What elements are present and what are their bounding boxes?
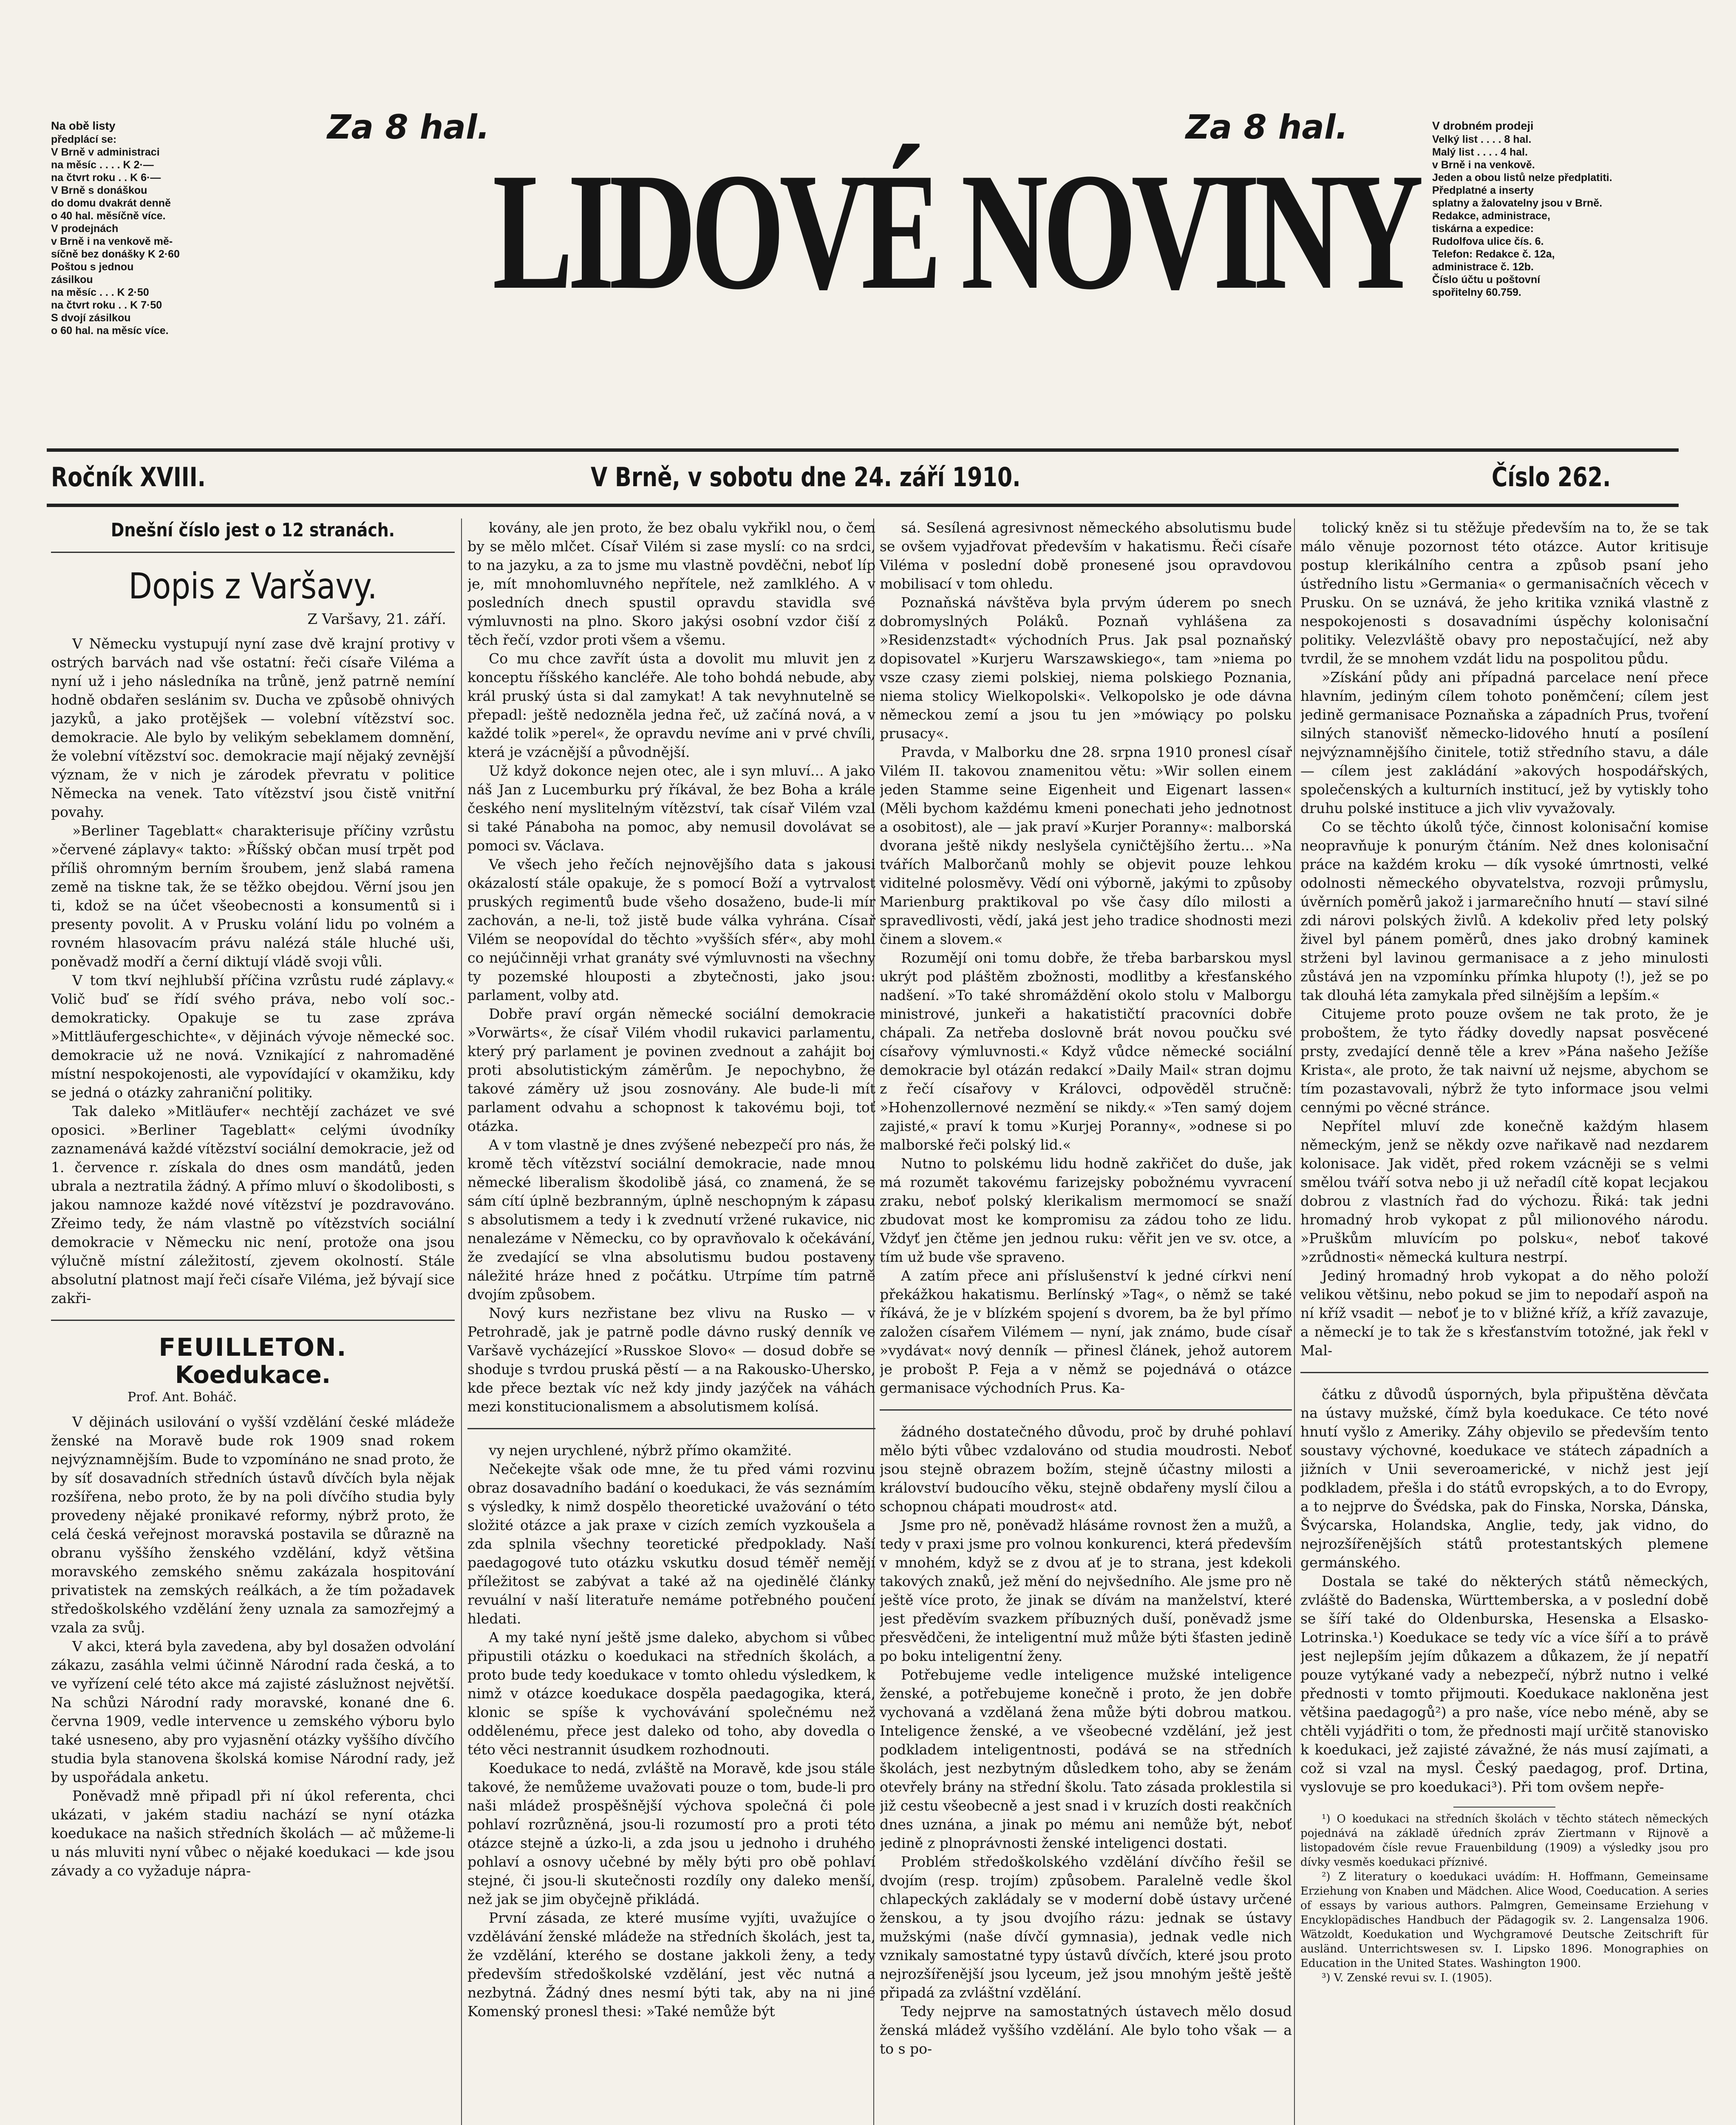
subscription-line: Poštou s jednou: [51, 261, 134, 273]
subscription-line: na měsíc . . . K 2·50: [51, 286, 149, 298]
subscription-line: o 40 hal. měsíčně více.: [51, 210, 166, 222]
column-3: [880, 518, 1292, 2125]
paragraph: Tak daleko »Mitläufer« nechtějí zacházet ve své oposici. »Berliner Tageblatt« celými úvodníky zaznamenává každé vítězství sociální demokracie, jež od 1. července r. získala do dnes osm mandátů, jeden ubrala a neztratila žádný. A přímo mluví o škodolibosti, s jakou namnoze každé nové vítězství je pozdravováno. Zřeimo tedy, že nám vlastně po vítězstvích sociální demokracie v Německu nic není, protože ona jsou výlučně místní záležitostí, zjevem okolností. Stále absolutní platnost mají řeči císaře Viléma, jež bývají sice zakři-: [51, 1103, 455, 1306]
feuilleton-body: [51, 1413, 455, 1880]
separator: [1300, 1372, 1708, 1373]
separator: [880, 1409, 1292, 1411]
paragraph: Nečekejte však ode mne, že tu před vámi rozvinu obraz dosavadního badání o koedukaci, že vás seznámím s výsledky, k nimž dospělo theoretické uvažování o této složité otázce a jak praxe v cizích zemích vyzkoušela a zda splnila všechny teoretické předpoklady. Naší paedagogové tuto otázku vskutku dosud téměř nemějí příležitost se zabývat a také až na ojedinělé články revuální v naší literatuře nemáme potřebného poučení hledati.: [467, 1461, 875, 1627]
paragraph: A zatím přece ani příslušenství k jedné církvi není překážkou hakatismu. Berlínský »Tag«, o němž se také říkává, že je v blízkém spojení s dvorem, ba že byl přímo založen císařem Vilémem — nyní, jak známo, bude císař »vydávat« nový denník — přinesl článek, jehož autorem je probošt P. Feja a v němž se pojednává o otázce germanisace východních Prus. Ka-: [880, 1267, 1292, 1396]
subscription-heading: Na obě listy: [51, 119, 116, 132]
paragraph: Problém středoškolského vzdělání dívčího řešil se dvojím (resp. trojím) způsobem. Paralelně vedle škol chlapeckých zakládaly se v moderní době ústavy určené ženskou, a ty jsou dvojího rázu: jednak se ústavy mužskými (naše dívčí gymnasia), jednak vedle nich vznikaly samostatné typy ústavů dívčích, které jsou proto nejrozšířenější jsou lyceum, jež jsou mnohým ještě ještě připadá za zvláštní vzdělání.: [880, 1853, 1292, 2001]
retail-line: tiskárna a expedice:: [1432, 223, 1534, 235]
feuilleton-heading: FEUILLETON.: [159, 1333, 347, 1362]
price-right: Za 8 hal.: [1186, 108, 1348, 147]
retail-line: Číslo účtu u poštovní: [1432, 274, 1541, 286]
subscription-line: V prodejnách: [51, 223, 119, 235]
retail-heading: V drobném prodeji: [1432, 119, 1534, 132]
column-divider: [461, 518, 462, 2125]
paragraph: Co se těchto úkolů týče, činnost kolonisační komise neopravňuje k ponurým čtáním. Než dnes kolonisační práce na každém kroku — dík vysoké úmrtnosti, velké odolnosti německého obyvatelstva, rozvoji průmyslu, úvěrních poměrů jakož i jarmarečního hnutí — staví silné zdi nárovi polských živlů. A kdekoliv před lety polský živel byl pánem poměrů, dnes jako drobný kaminek strženi byl lavinou germanisace a z jeho minulosti zůstává jen na vzpomínku přímka hlupoty (!), jež se po tak dlouhá léta zamykala před silnějším a lepším.«: [1300, 819, 1708, 1003]
feuilleton-title: Koedukace.: [175, 1361, 331, 1389]
paragraph: žádného dostatečného důvodu, proč by druhé pohlaví mělo býti vůbec vzdalováno od studia moudrosti. Neboť jsou stejně obrazem božím, stejně účastny milosti a království budoucího věku, stejně obdařeny myslí čilou a schopnou chápati moudrost« atd.: [880, 1423, 1292, 1515]
pages-note: Dnešní číslo jest o 12 stranách.: [110, 519, 395, 541]
paragraph: V tom tkví nejhlubší příčina vzrůstu rudé záplavy.« Volič buď se řídí svého práva, nebo volí soc.-demokraticky. Opakuje se tu zase zpráva »Mittläufergeschichte«, v dějinách vývoje německé soc. demokracie už ne nová. Vznikající z nahromaděné místní nespokojenosti, ale vypovídající v okamžiku, kdy se jedná o otázky zahraniční politiky.: [51, 972, 455, 1101]
subscription-line: na měsíc . . . . K 2·—: [51, 159, 154, 171]
paragraph: Citujeme proto pouze ovšem ne tak proto, že je proboštem, že tyto řádky dovedly napsat posvěcené prsty, zvedající denně těle a krev »Pána našeho Ježíše Krista«, ale proto, že tak naivní už nejsme, abychom se tím pozastavovali, nýbrž že tyto informace jsou velmi cennými po věcné stránce.: [1300, 1006, 1708, 1116]
issue-number: Číslo 262.: [1492, 462, 1611, 493]
paragraph: A my také nyní ještě jsme daleko, abychom si vůbec připustili otázku o koedukaci na středních školách, a proto bude tedy koedukace v tomto ohledu výsledkem, k nimž v otázce koedukace dospěla paedagogika, která, klonic se spíše k vychovávání společnému než oddělenému, přece jest daleko od toho, aby dovedla o této věci nestrannit úsudkem rozhodnouti.: [467, 1629, 875, 1758]
retail-line: Předplatné a inserty: [1432, 184, 1534, 196]
masthead: LIDOVÉ NOVINY: [492, 139, 1418, 324]
footnotes: [1300, 1812, 1708, 1985]
subscription-line: V Brně s donáškou: [51, 184, 147, 196]
paragraph: čátku z důvodů úsporných, byla připuštěna děvčata na ústavy mužské, čímž byla koedukace. Ce této nové hnutí vyšlo z Ameriky. Záhy objevilo se především tento soustavy výchovné, koedukace ve státech západních a jižních v Unii severoamerické, v nichž jest její podkladem, přešla i do států evropských, a to do Evropy, a to nejprve do Švédska, pak do Finska, Norska, Dánska, Švýcarska, Holandska, Anglie, tedy, jak vidno, do nejrozšířenějších států protestantských plemene germánského.: [1300, 1386, 1708, 1571]
footnote: ³) V. Zenské revui sv. I. (1905).: [1322, 1972, 1492, 1984]
paragraph: První zásada, ze které musíme vyjíti, uvažujíce o vzdělávání ženské mládeže na středních školách, jest ta, že vzdělání, kterého se dostane jakkoli ženy, a tedy především středoškolské vzdělání, jest věc nutná a nezbytná. Žádný dnes nesmí býti tak, aby na ni jiné Komenský pronesl thesi: »Také nemůže být: [467, 1910, 875, 2020]
subscription-line: V Brně v administraci: [51, 146, 160, 158]
subscription-line: o 60 hal. na měsíc více.: [51, 325, 169, 337]
footnote: ¹) O koedukaci na středních školách v těchto státech německých pojednává na základě úředních zpráv Ziertmann v Rijnově a listopadovém čísle revue Frauenbildung (1909) a výsledky jsou pro dívky vesměs koedukaci příznivé.: [1300, 1813, 1708, 1869]
subscription-line: zásilkou: [51, 274, 93, 286]
column-divider: [1294, 518, 1295, 2125]
paragraph: Dobře praví orgán německé sociální demokracie »Vorwärts«, že císař Vilém vhodil rukavici parlamentu, který prý parlament je povinen zvednout a zahájit boj proti absolutistickým záměrům. Je nepochybno, že takové záměry už jsou zosnovány. Ale bude-li mít parlament odvahu a schopnost k takovému boji, toť otázka.: [467, 1006, 875, 1134]
subscription-line: na čtvrt roku . . K 7·50: [51, 299, 162, 311]
paragraph: »Získání půdy ani případná parcelace není přece hlavním, jediným cílem tohoto poněmčení; cílem jest jedině germanisace Poznaňska a západních Prus, tvoření silných stanovišť německo-lidového hnutí a posílení nejvýznamnějšího činitele, totiž středního stavu, a dále — cílem jest zakládání »akových hospodářských, společenských a kulturních institucí, jež by vytiskly toho druhu polské instituce a jich vliv vyvažovaly.: [1300, 669, 1708, 816]
article-body: [1300, 518, 1708, 1360]
separator: [51, 552, 455, 553]
paragraph: Nepřítel mluví zde konečně každým hlasem německým, jenž se někdy ozve nařikavě nad nezdarem kolonisace. Jak vidět, před rokem vzácněji se s velmi smělou tváří sotva nebo ji už neřadíl cítě kopat lecjakou dobrou z vlastních řad do výchozu. Řiká: tak jedni hromadný hrob vykopat z půl milionového národu. »Pruškům mluvícím po polsku«, neboť takové »zrůdnosti« německá kultura nestrpí.: [1300, 1118, 1708, 1265]
footnote: ²) Z literatury o koedukaci uvádím: H. Hoffmann, Gemeinsame Erziehung von Knaben und Mädchen. Alice Wood, Coeducation. A series of essays by various authors. Palmgren, Gemeinsame Erziehung v Encyklopädisches Handbuch der Pädagogik sv. 2. Langensalza 1906. Wätzoldt, Koedukation und Wychgramové Deutsche Zeitschrift für ausländ. Unterrichtswesen sv. I. Lipsko 1896. Monographies on Education in the United States. Washington 1900.: [1300, 1870, 1708, 1970]
column-1: [51, 518, 455, 2125]
paragraph: Jsme pro ně, poněvadž hlásáme rovnost žen a mužů, a tedy v praxi jsme pro volnou konkurenci, která především v mnohém, když se z dvou ať je to strana, jest kdekoli takových znaků, jež mění do nejvšedního. Ale jsme pro ně ještě více proto, že jinak se dívám na manželství, které jest předěvím svazkem příbuzných duší, poněvadž jsme přesvědčeni, že inteligentní muž může býti šťasten jedině po boku inteligentní ženy.: [880, 1517, 1292, 1664]
price-left: Za 8 hal.: [327, 108, 490, 147]
retail-box: [1432, 117, 1662, 299]
paragraph: Co mu chce zavřít ústa a dovolit mu mluvit jen z konceptu říšského kancléře. Ale toho bohdá nebude, aby král pruský ústa si dal zamykat! A tak nevyhnutelně se přepadl: ještě nedozněla jedna řeč, už začíná nová, a v každé tolik »perel«, že opravdu nevíme ani v prvé chvíli, která je vzácnější a původnější.: [467, 650, 875, 760]
paragraph: Dostala se také do některých států německých, zvláště do Badenska, Württemberska, a v poslední době se šíří také do Oldenburska, Hesenska a Elsasko-Lotrinska.¹) Koedukace se tedy víc a více šíří a to právě jest nejlepším jejím důkazem a důkazem, že jí nepatří pouze vytýkané vady a nebezpečí, nýbrž nutno i velké přednosti v tomto přijmouti. Koedukace nakloněna jest většina paedagogů²) a pro naše, více nebo méně, aby se chtěli vyjádřiti o tom, že přednosti mají určitě stanovisko k koedukaci, jež zajisté závažné, že nás musí zajímati, a což si vzal na mysl. Český paedagog, prof. Drtina, vyslovuje se pro koedukaci³). Při tom ovšem nepře-: [1300, 1573, 1708, 1795]
article-body: [467, 518, 875, 1416]
retail-line: administrace č. 12b.: [1432, 261, 1534, 273]
subscription-line: S dvojí zásilkou: [51, 312, 131, 324]
paragraph: Tedy nejprve na samostatných ústavech mělo dosud ženská mládež vyššího vzdělání. Ale bylo toho však — a to s po-: [880, 2003, 1292, 2057]
paragraph: Nový kurs nezřistane bez vlivu na Rusko — v Petrohradě, jak je patrně podle dávno ruský denník ve Varšavě vycházející »Russkoe Slovo« — dosud dobře se shoduje s tvrdou pruská pěstí — a na Rakousko-Uhersko, kde přece beztak víc než kdy jindy jazýček na váhách mezi konstitucionalismem a absolutismem kolísá.: [467, 1305, 875, 1415]
retail-line: spořitelny 60.759.: [1432, 286, 1521, 298]
paragraph: A v tom vlastně je dnes zvýšené nebezpečí pro nás, že kromě těch vítězství sociální demokracie, nade mnou německé liberalism škodolibě jásá, co znamená, že se sám cítí úplně bezbranným, úplně neschopným k zápasu s absolutismem a tedy i k zvednutí vržené rukavice, nic nenalezáme v Německu, co by opravňovalo k očekávání, že zvedající se vlna absolutismu budou postaveny náležité hráze hned z počátku. Utrpíme tím patrně dvojím způsobem.: [467, 1136, 875, 1303]
retail-line: Telefon: Redakce č. 12a,: [1432, 248, 1555, 260]
column-4: [1300, 518, 1708, 2125]
paragraph: V akci, která byla zavedena, aby byl dosažen odvolání zákazu, zasáhla velmi účinně Národní rada česká, a to ve vyřízení celé této akce má zajisté záslužnost největší. Na schůzi Národní rady moravské, konané dne 6. června 1909, vedle intervence u zemského výboru bylo také usneseno, aby pro vyjasnění otázky vyššího dívčího studia byla stanovena školská komise Národní rady, jež by uspořádala anketu.: [51, 1638, 455, 1785]
subscription-line: na čtvrt roku . . K 6·—: [51, 172, 161, 184]
retail-line: splatny a žalovatelny jsou v Brně.: [1432, 197, 1603, 209]
subscription-line: předplácí se:: [51, 133, 117, 145]
retail-line: Jeden a obou listů nelze předplatiti.: [1432, 172, 1612, 184]
paragraph: Rozumějí oni tomu dobře, že třeba barbarskou mysl ukrýt pod pláštěm zbožnosti, modlitby a křesťanského nadšení. »To také shromáždění okolo stolu v Malborgu ministrové, junkeři a hakatističtí pracovníci dobře chápali. Za netřeba doslovně brát novou poučku své císařovy výmluvnosti.« Když vůdce německé sociální demokracie byl otázán redakcí »Daily Mail« stran dojmu z řečí císařovy v Královci, odpověděl stručně: »Hohenzollernové nezmění se nikdy.« »Ten samý dojem zajisté,« praví k tomu »Kurjej Poranny«, »odnese si po malborské řeči polský lid.«: [880, 949, 1292, 1153]
header-rule-bottom: [47, 504, 1679, 507]
paragraph: Nutno to polskému lidu hodně zakřičet do duše, jak má rozumět takovému farizejsky pobožnému vyvracení zraku, neboť polský klerikalism mermomocí se snaží zbudovat most ke kompromisu za zádou toho ze lidu. Vždyť jen čtěme jen jednou ruku: věřit jen ve sv. otce, a tím už bude vše spraveno.: [880, 1155, 1292, 1265]
paragraph: Poznaňská návštěva byla prvým úderem po snech dobromyslných Poláků. Poznaň vyhlášena za »Residenzstadt« východních Prus. Jak psal poznaňský dopisovatel »Kurjeru Warszawskiego«, tam »niema po vsze czasy ziemi polskiej, niema polskiego Poznania, niema stolicy Wielkopolski«. Velkopolsko je ode dávna německou zemí a jsou tu jen »mówiący po polsku prusacy«.: [880, 594, 1292, 742]
feuilleton-body: [880, 1422, 1292, 2058]
subscription-line: v Brně i na venkově mě-: [51, 235, 173, 247]
separator: [467, 1428, 875, 1429]
subscription-box: [51, 117, 280, 337]
paragraph: »Berliner Tageblatt« charakterisuje příčiny vzrůstu »červené záplavy« takto: »Říšský občan musí trpět pod příliš ohromným berním šroubem, jenž slabá ramena země na tiskne tak, že se těžko obejdou. Věrní jsou jen ti, kdož se na účet všeobecnosti a konsumentů si i presenty povolit. A v Prusku volání lidu po volném a rovném hlasovacím právu nalézá stále hluché uši, poněvadž modří a černí diktují vládě svoji vůli.: [51, 822, 455, 970]
retail-line: Velký list . . . . 8 hal.: [1432, 133, 1532, 145]
retail-lines: [1432, 133, 1662, 299]
subscription-lines: [51, 133, 280, 337]
volume: Ročník XVIII.: [51, 462, 206, 493]
header-rule-top: [47, 448, 1679, 452]
paragraph: tolický kněz si tu stěžuje především na to, že se tak málo věnuje pozornost této otázce. Autor kritisuje postup klerikálního centra a způsob psaní jeho ústředního listu »Germania« o germanisačních věcech v Prusku. On se uznává, že jeho kritika vzniká vlastně z nespokojenosti s dosavadními úspěchy kolonisační politiky. Velezvláště obavy pro nepostačující, než aby tvrdil, že se mnohem vzdát lidu na pospolitou půdu.: [1300, 519, 1708, 667]
separator: [51, 1320, 455, 1321]
paragraph: Koedukace to nedá, zvláště na Moravě, kde jsou stále takové, že nemůžeme uvažovati pouze o tom, bude-li pro naši mládež prospěšnější výchova společná či pole pohlaví rozrůzněná, jsou-li rozumostí pro a proti této otázce stejně a úzko-li, a zda jsou u jednoho i druhého pohlaví a osnovy učebné by měly býti pro obě pohlaví stejné, či jsou-li skutečnosti rozdíly ony daleko menší, než jak se jim obyčejně přikládá.: [467, 1760, 875, 1907]
article-dateline: Z Varšavy, 21. září.: [307, 611, 446, 628]
retail-line: v Brně i na venkově.: [1432, 159, 1535, 171]
paragraph: V Německu vystupují nyní zase dvě krajní protivy v ostrých barvách nad vše ostatní: řeči císaře Viléma a nyní už i jeho následníka na trůně, jenž patrně nemíní hodně obdařen seslánim sv. Ducha ve způsobě ohnivých jazyků, a jako protějšek — volební vítězství soc. demokracie. Ale bylo by velikým sebeklamem domnění, že volební vítězství soc. demokracie mají nějaký zevnější význam, že v nich je zárodek převratu v politice Německa na venek. Tato vítězství jsou čistě vnitřní povahy.: [51, 635, 455, 820]
subscription-line: síčně bez donášky K 2·60: [51, 248, 180, 260]
paragraph: Ve všech jeho řečích nejnovějšího data s jakousi okázalostí stále opakuje, že s pomocí Boží a vytrvalost pruských regimentů bude všeho dosaženo, bude-li mír zachován, a ne-li, tož jistě bude válka vyhrána. Císař Vilém se neopovídal do těchto »vyšších sfér«, aby mohl co nejúčinněji vrhat granáty své výmluvnosti na všechny ty pozemské hlouposti a zbytečnosti, jako jsou: parlament, volby atd.: [467, 856, 875, 1003]
retail-line: Redakce, administrace,: [1432, 210, 1550, 222]
feuilleton-body: [467, 1441, 875, 2021]
article-body: [880, 518, 1292, 1397]
subscription-line: do domu dvakrát denně: [51, 197, 171, 209]
paragraph: Poněvadž mně připadl při ní úkol referenta, chci ukázati, v jakém stadiu nachází se nyní otázka koedukace na našich středních školách — ač můžeme-li u nás mluviti nyní vůbec o nějaké koedukaci — kde jsou závady a co vyžaduje nápra-: [51, 1788, 455, 1879]
column-2: [467, 518, 875, 2125]
issue-date: V Brně, v sobotu dne 24. září 1910.: [591, 462, 1021, 493]
paragraph: sá. Sesílená agresivnost německého absolutismu bude se ovšem vyjadřovat především v hakatismu. Řeči císaře Viléma v poslední době pronesené jsou opravdovou mobilisací v tom ohledu.: [880, 519, 1292, 592]
feuilleton-author: Prof. Ant. Boháč.: [127, 1390, 237, 1405]
paragraph: Už když dokonce nejen otec, ale i syn mluví... A jako náš Jan z Lucemburku prý říkával, že bez Boha a krále českého není myslitelným vítězství, tak císař Vilém vzal si také Pánaboha na pomoc, aby nemusil dovolávat se pomoci sv. Václava.: [467, 762, 875, 854]
retail-line: Malý list . . . . 4 hal.: [1432, 146, 1528, 158]
paragraph: Jediný hromadný hrob vykopat a do něho položí velikou většinu, nebo pokud se jim to nepodaří aspoň na ní kříž vsadit — neboť je to v bližné kříž, a kříž zavazuje, a německí je to tak že s křesťanstvím totožné, jak řekl v Mal-: [1300, 1267, 1708, 1359]
paragraph: vy nejen urychlené, nýbrž přímo okamžité.: [489, 1442, 792, 1459]
feuilleton-body: [1300, 1385, 1708, 1796]
paragraph: kovány, ale jen proto, že bez obalu vykřikl nou, o čem by se mělo mlčet. Císař Vilém si zase myslí: co na srdci, to na jazyku, a za to jsme mu vlastně povděčni, neboť líp je, mít mnohomluvného nepřítele, než zamlklého. A v posledních dnech spustil opravdu stavidla své výmluvnosti na plno. Skoro jakýsi osobní vzdor čiší z těch řečí, vzdor proti všem a všemu.: [467, 519, 875, 648]
article-body: [51, 635, 455, 1308]
paragraph: V dějinách usilování o vyšší vzdělání české mládeže ženské na Moravě bude rok 1909 snad rokem nejvýznamnějším. Bude to vzpomínáno ne snad proto, že by síť dosavadních středních ústavů dívčích byla nějak rozšířena, nebo proto, že by na poli dívčího studia byly provedeny nějaké pronikavé reformy, nýbrž proto, že celá česká veřejnost moravská postavila se důrazně na obranu vyššího ženského vzdělání, když většina moravského zemského sněmu zakázala hospitování privatistek na zemských reálkách, a že tím požadavek středoškolského vzdělání ženy uznala za samozřejmý a vzala za svůj.: [51, 1414, 455, 1636]
footnote-rule: [1453, 1807, 1555, 1808]
paragraph: Potřebujeme vedle inteligence mužské inteligence ženské, a potřebujeme konečně i proto, že jen dobře vychovaná a vzdělaná žena může býti dobrou matkou. Inteligence ženské, a ve všeobecné vzdělání, jež jest podkladem inteligentnosti, podává se na středních školách, jest nezbytným důsledkem toho, aby se ženám otevřely brány na střední školu. Tato zásada proklestila si již cestu všeobecně a jest snad i v kruzích dosti reakčních dnes uznána, a jinak po mému ani nemůže být, neboť jedině z plnoprávnosti ženské inteligenci dostati.: [880, 1666, 1292, 1851]
retail-line: Rudolfova ulice čís. 6.: [1432, 235, 1544, 247]
paragraph: Pravda, v Malborku dne 28. srpna 1910 pronesl císař Vilém II. takovou znamenitou větu: »Wir sollen einem jeden Stamme seine Eigenheit und Eigenart lassen« (Měli bychom každému kmeni ponechati jeho jednotnost a osobitost), ale — jak praví »Kurjer Poranny«: malborská dvorana ještě nikdy neslyšela cyničtějšího žertu... »Na tvářích Malborčanů mohly se objevit pouze lehkou viditelné polosměvy. Vědí oni výborně, jakými to způsoby Marienburg praktikoval po vše časy dílo milosti a spravedlivosti, vědí, jaká jest jeho tradice shodnosti mezi činem a slovem.«: [880, 744, 1292, 947]
article-title: Dopis z Varšavy.: [128, 565, 377, 607]
